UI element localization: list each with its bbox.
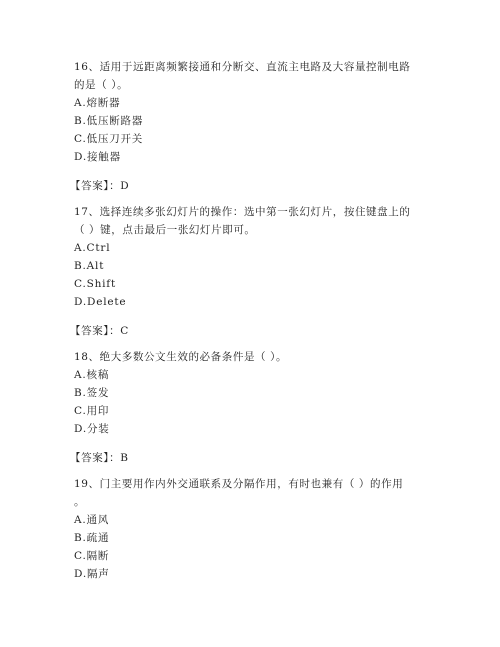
question-16-text-line-1: 16、适用于远距离频繁接通和分断交、直流主电路及大容量控制电路 (74, 61, 411, 73)
question-19-option-a: A.通风 (74, 514, 110, 526)
question-19-text-line-2: 。 (74, 496, 86, 508)
question-17-text-line-1: 17、选择连续多张幻灯片的操作：选中第一张幻灯片，按住键盘上的 (74, 206, 411, 218)
question-16-option-d: D.接触器 (74, 151, 121, 163)
question-17-option-d: D.Delete (74, 296, 127, 308)
question-17-option-a: A.Ctrl (74, 242, 111, 254)
question-18-option-b: B.签发 (74, 387, 110, 399)
question-17-answer: 【答案】：C (70, 325, 129, 337)
question-16-text-line-2: 的是（ ）。 (74, 79, 129, 91)
question-16-option-a: A.熔断器 (74, 97, 121, 109)
question-17-text-line-2: （ ）键，点击最后一张幻灯片即可。 (74, 224, 256, 236)
question-19-text-line-1: 19、门主要用作内外交通联系及分隔作用，有时也兼有（ ）的作用 (74, 478, 404, 490)
question-18-text-line-1: 18、绝大多数公文生效的必备条件是（ ）。 (74, 351, 288, 363)
question-19-option-b: B.疏通 (74, 532, 110, 544)
question-17-option-c: C.Shift (74, 278, 117, 290)
question-19-option-c: C.隔断 (74, 550, 110, 562)
question-19-option-d: D.隔声 (74, 568, 110, 580)
question-16-option-b: B.低压断路器 (74, 115, 144, 127)
question-17-option-b: B.Alt (74, 260, 105, 272)
question-18-option-a: A.核稿 (74, 369, 110, 381)
question-18-answer: 【答案】：B (70, 452, 129, 464)
question-18-option-d: D.分装 (74, 423, 110, 435)
question-16-option-c: C.低压刀开关 (74, 133, 144, 145)
question-18-option-c: C.用印 (74, 405, 110, 417)
question-16-answer: 【答案】：D (70, 180, 130, 192)
